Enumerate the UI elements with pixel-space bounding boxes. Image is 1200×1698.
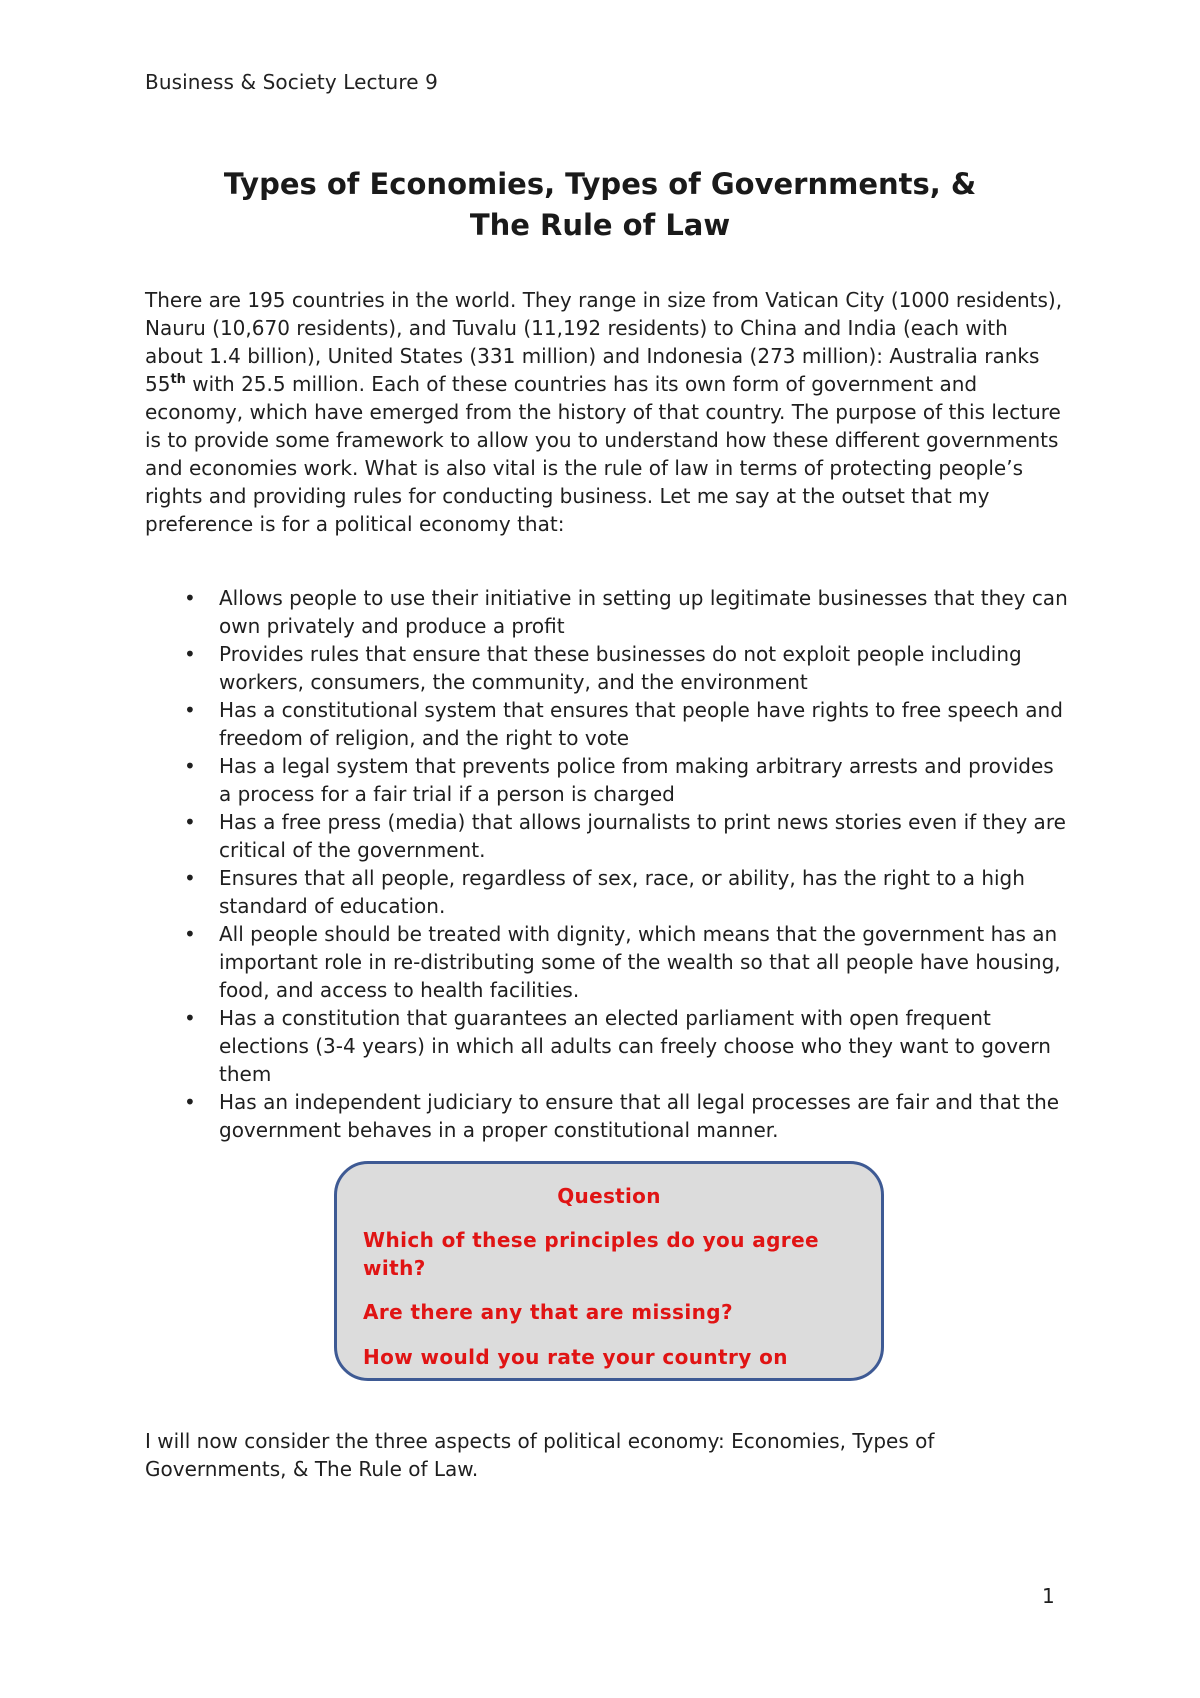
list-item xyxy=(145,752,1070,808)
list-item xyxy=(145,864,1070,920)
bullet-icon: • xyxy=(184,1006,196,1030)
bullet-icon: • xyxy=(184,586,196,610)
bullet-icon: • xyxy=(184,642,196,666)
question-callout-box xyxy=(334,1161,884,1381)
outro-paragraph: I will now consider the three aspects of political economy: Economies, Types of Governments, & The Rule of Law. xyxy=(145,1429,935,1481)
list-item-text: Has a constitutional system that ensures that people have rights to free speech and freedom of religion, and the right to vote xyxy=(219,698,1063,750)
principles-list xyxy=(145,584,1070,1144)
list-item-text: Has a free press (media) that allows journalists to print news stories even if they are critical of the government. xyxy=(219,810,1066,862)
list-item-text: Ensures that all people, regardless of sex, race, or ability, has the right to a high standard of education. xyxy=(219,866,1025,918)
list-item-text: Has an independent judiciary to ensure that all legal processes are fair and that the government behaves in a proper constitutional manner. xyxy=(219,1090,1060,1142)
list-item xyxy=(145,584,1070,640)
bullet-icon: • xyxy=(184,754,196,778)
intro-text-after-superscript: with 25.5 million. Each of these countries has its own form of government and economy, which have emerged from the history of that country. The purpose of this lecture is to provide some framework to allow you to understand how these different governments and economies work. What is also vital is the rule of law in terms of protecting people’s rights and providing rules for conducting business. Let me say at the outset that my preference is for a political economy that: xyxy=(145,372,1061,536)
list-item xyxy=(145,1004,1070,1088)
list-item-text: Has a constitution that guarantees an elected parliament with open frequent elections (3-4 years) in which all adults can freely choose who they want to govern them xyxy=(219,1006,1051,1086)
bullet-icon: • xyxy=(184,922,196,946)
running-header: Business & Society Lecture 9 xyxy=(145,70,438,94)
bullet-icon: • xyxy=(184,698,196,722)
bullet-icon: • xyxy=(184,810,196,834)
question-line: Which of these principles do you agree with? xyxy=(363,1228,820,1280)
title-line-1: Types of Economies, Types of Governments, & xyxy=(223,167,977,202)
page-number: 1 xyxy=(1042,1584,1055,1608)
intro-text-before-superscript: There are 195 countries in the world. They range in size from Vatican City (1000 residents), Nauru (10,670 residents), and Tuvalu (11,192 residents) to China and India (each with about 1.4 billion), United States (331 million) and Indonesia (273 million): Australia ranks 55 xyxy=(145,288,1063,396)
document-title xyxy=(145,164,1055,246)
list-item xyxy=(145,1088,1070,1144)
question-heading: Question xyxy=(557,1184,661,1208)
ordinal-superscript: th xyxy=(170,372,186,387)
list-item xyxy=(145,808,1070,864)
title-line-2: The Rule of Law xyxy=(469,208,731,243)
list-item-text: All people should be treated with dignity, which means that the government has an important role in re-distributing some of the wealth so that all people have housing, food, and access to health facilities. xyxy=(219,922,1061,1002)
list-item xyxy=(145,640,1070,696)
list-item xyxy=(145,920,1070,1004)
list-item-text: Allows people to use their initiative in setting up legitimate businesses that they can own privately and produce a profit xyxy=(219,586,1068,638)
list-item-text: Has a legal system that prevents police from making arbitrary arrests and provides a process for a fair trial if a person is charged xyxy=(219,754,1054,806)
bullet-icon: • xyxy=(184,866,196,890)
question-line: Are there any that are missing? xyxy=(363,1300,733,1324)
list-item-text: Provides rules that ensure that these businesses do not exploit people including workers, consumers, the community, and the environment xyxy=(219,642,1022,694)
list-item xyxy=(145,696,1070,752)
intro-paragraph xyxy=(145,286,1065,538)
bullet-icon: • xyxy=(184,1090,196,1114)
question-line: How would you rate your country on xyxy=(363,1345,788,1369)
